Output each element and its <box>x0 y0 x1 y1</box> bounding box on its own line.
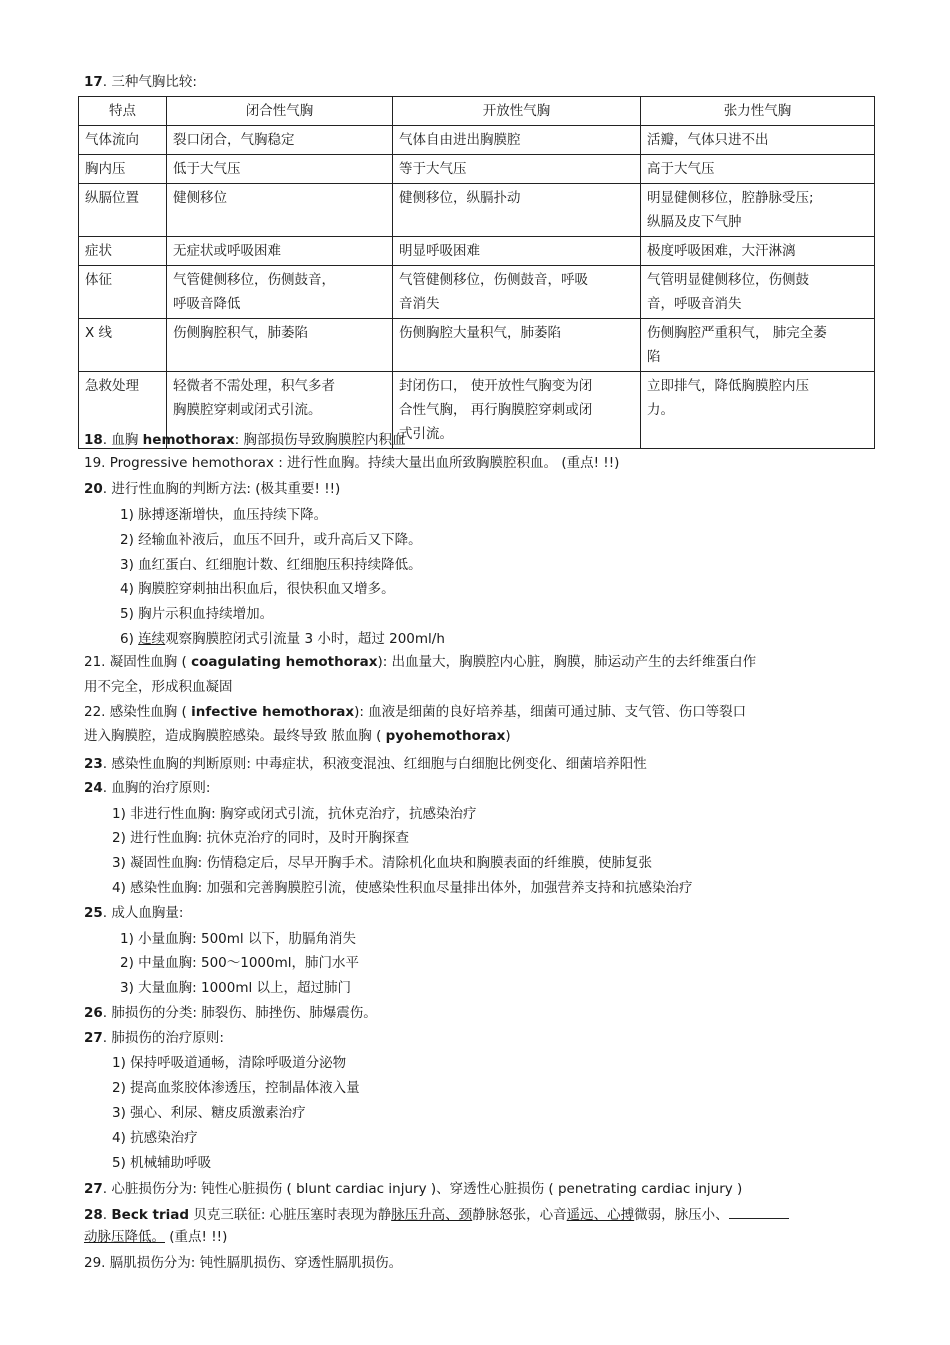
list-item: 1) 非进行性血胸: 胸穿或闭式引流，抗休克治疗，抗感染治疗 <box>112 806 477 822</box>
table-cell: 伤侧胸腔严重积气， 肺完全萎 陷 <box>641 319 875 372</box>
list-item: 5) 胸片示积血持续增加。 <box>120 606 274 622</box>
list-item: 6) 连续观察胸膜腔闭式引流量 3 小时，超过 200ml/h <box>120 631 445 647</box>
table-cell: 症状 <box>79 237 167 266</box>
table-cell: 无症状或呼吸困难 <box>167 237 393 266</box>
section-21: 21. 凝固性血胸 ( coagulating hemothorax): 出血量大，胸膜腔内心脏，胸膜，肺运动产生的去纤维蛋白作 <box>84 654 757 670</box>
table-cell: 气体流向 <box>79 126 167 155</box>
table-header-cell: 闭合性气胸 <box>167 97 393 126</box>
table-cell: 活瓣，气体只进不出 <box>641 126 875 155</box>
list-item: 2) 经输血补液后，血压不回升，或升高后又下降。 <box>120 532 422 548</box>
table-cell: 急救处理 <box>79 372 167 449</box>
table-cell: 伤侧胸腔大量积气，肺萎陷 <box>393 319 641 372</box>
table-cell: 气管健侧移位，伤侧鼓音， 呼吸音降低 <box>167 266 393 319</box>
list-item: 3) 血红蛋白、红细胞计数、红细胞压积持续降低。 <box>120 557 422 573</box>
list-item: 2) 进行性血胸: 抗休克治疗的同时，及时开胸探查 <box>112 830 409 846</box>
table-row <box>79 237 875 266</box>
section-20-heading: 20. 进行性血胸的判断方法: (极其重要! !!) <box>84 481 341 497</box>
section-28: 28. Beck triad 贝克三联征: 心脏压塞时表现为静脉压升高、颈静脉怒张，心音遥远、心搏微弱，脉压小、 <box>84 1204 789 1225</box>
table-cell: 气管明显健侧移位，伤侧鼓 音，呼吸音消失 <box>641 266 875 319</box>
section-21-cont: 用不完全，形成积血凝固 <box>84 679 233 695</box>
section-18: 18. 血胸 hemothorax: 胸部损伤导致胸膜腔内积血 <box>84 432 406 448</box>
table-cell: 轻微者不需处理，积气多者 胸膜腔穿刺或闭式引流。 <box>167 372 393 449</box>
underline-blank <box>729 1204 789 1219</box>
table-cell: X 线 <box>79 319 167 372</box>
section-27-heading: 27. 肺损伤的治疗原则: <box>84 1030 224 1046</box>
list-item: 3) 强心、利尿、糖皮质激素治疗 <box>112 1105 306 1121</box>
table-cell: 纵膈位置 <box>79 184 167 237</box>
section-27-cardiac: 27. 心脏损伤分为: 钝性心脏损伤 ( blunt cardiac injury )、穿透性心脏损伤 ( penetrating cardiac injury ) <box>84 1181 743 1197</box>
list-item: 5) 机械辅助呼吸 <box>112 1155 212 1171</box>
list-item: 2) 中量血胸: 500～1000ml，肺门水平 <box>120 955 360 971</box>
table-cell: 高于大气压 <box>641 155 875 184</box>
section-22: 22. 感染性血胸 ( infective hemothorax): 血液是细菌的良好培养基，细菌可通过肺、支气管、伤口等裂口 <box>84 704 747 720</box>
pneumothorax-comparison-table <box>78 96 875 449</box>
list-item: 1) 脉搏逐渐增快，血压持续下降。 <box>120 507 328 523</box>
section-23: 23. 感染性血胸的判断原则: 中毒症状，积液变混浊、红细胞与白细胞比例变化、细菌培养阳性 <box>84 756 647 772</box>
list-item: 4) 感染性血胸: 加强和完善胸膜腔引流，使感染性积血尽量排出体外，加强营养支持和抗感染治疗 <box>112 880 693 896</box>
table-cell: 低于大气压 <box>167 155 393 184</box>
table-cell: 健侧移位，纵膈扑动 <box>393 184 641 237</box>
section-22-cont: 进入胸膜腔，造成胸膜腔感染。最终导致 脓血胸 ( pyohemothorax) <box>84 728 511 744</box>
section-25-heading: 25. 成人血胸量: <box>84 905 184 921</box>
table-header-row <box>79 97 875 126</box>
table-cell: 明显呼吸困难 <box>393 237 641 266</box>
table-cell: 胸内压 <box>79 155 167 184</box>
list-item: 4) 胸膜腔穿刺抽出积血后，很快积血又增多。 <box>120 581 395 597</box>
table-cell: 极度呼吸困难，大汗淋漓 <box>641 237 875 266</box>
table-cell: 气体自由进出胸膜腔 <box>393 126 641 155</box>
table-header-cell: 开放性气胸 <box>393 97 641 126</box>
table-cell: 健侧移位 <box>167 184 393 237</box>
list-item: 2) 提高血浆胶体渗透压，控制晶体液入量 <box>112 1080 360 1096</box>
section-19: 19. Progressive hemothorax : 进行性血胸。持续大量出血所致胸膜腔积血。 (重点! !!) <box>84 455 620 471</box>
table-cell: 体征 <box>79 266 167 319</box>
table-row <box>79 266 875 319</box>
list-item: 3) 大量血胸: 1000ml 以上，超过肺门 <box>120 980 352 996</box>
table-cell: 气管健侧移位，伤侧鼓音，呼吸 音消失 <box>393 266 641 319</box>
table-cell: 立即排气，降低胸膜腔内压 力。 <box>641 372 875 449</box>
table-cell: 封闭伤口， 使开放性气胸变为闭 合性气胸， 再行胸膜腔穿刺或闭 式引流。 <box>393 372 641 449</box>
table-row <box>79 155 875 184</box>
list-item: 1) 保持呼吸道通畅，清除呼吸道分泌物 <box>112 1055 347 1071</box>
table-row <box>79 126 875 155</box>
list-item: 4) 抗感染治疗 <box>112 1130 198 1146</box>
list-item: 1) 小量血胸: 500ml 以下，肋膈角消失 <box>120 931 356 947</box>
table-row <box>79 319 875 372</box>
table-row <box>79 184 875 237</box>
section-28-cont: 动脉压降低。 (重点! !!) <box>84 1229 228 1245</box>
section-26: 26. 肺损伤的分类: 肺裂伤、肺挫伤、肺爆震伤。 <box>84 1005 377 1021</box>
section-17-heading: 17. 三种气胸比较: <box>84 74 197 90</box>
table-cell: 等于大气压 <box>393 155 641 184</box>
table-cell: 裂口闭合，气胸稳定 <box>167 126 393 155</box>
table-cell: 明显健侧移位，腔静脉受压; 纵膈及皮下气肿 <box>641 184 875 237</box>
section-24-heading: 24. 血胸的治疗原则: <box>84 780 211 796</box>
section-29: 29. 膈肌损伤分为: 钝性膈肌损伤、穿透性膈肌损伤。 <box>84 1255 403 1271</box>
table-header-cell: 张力性气胸 <box>641 97 875 126</box>
list-item: 3) 凝固性血胸: 伤情稳定后，尽早开胸手术。清除机化血块和胸膜表面的纤维膜，使肺复张 <box>112 855 652 871</box>
table-cell: 伤侧胸腔积气，肺萎陷 <box>167 319 393 372</box>
table-header-cell: 特点 <box>79 97 167 126</box>
